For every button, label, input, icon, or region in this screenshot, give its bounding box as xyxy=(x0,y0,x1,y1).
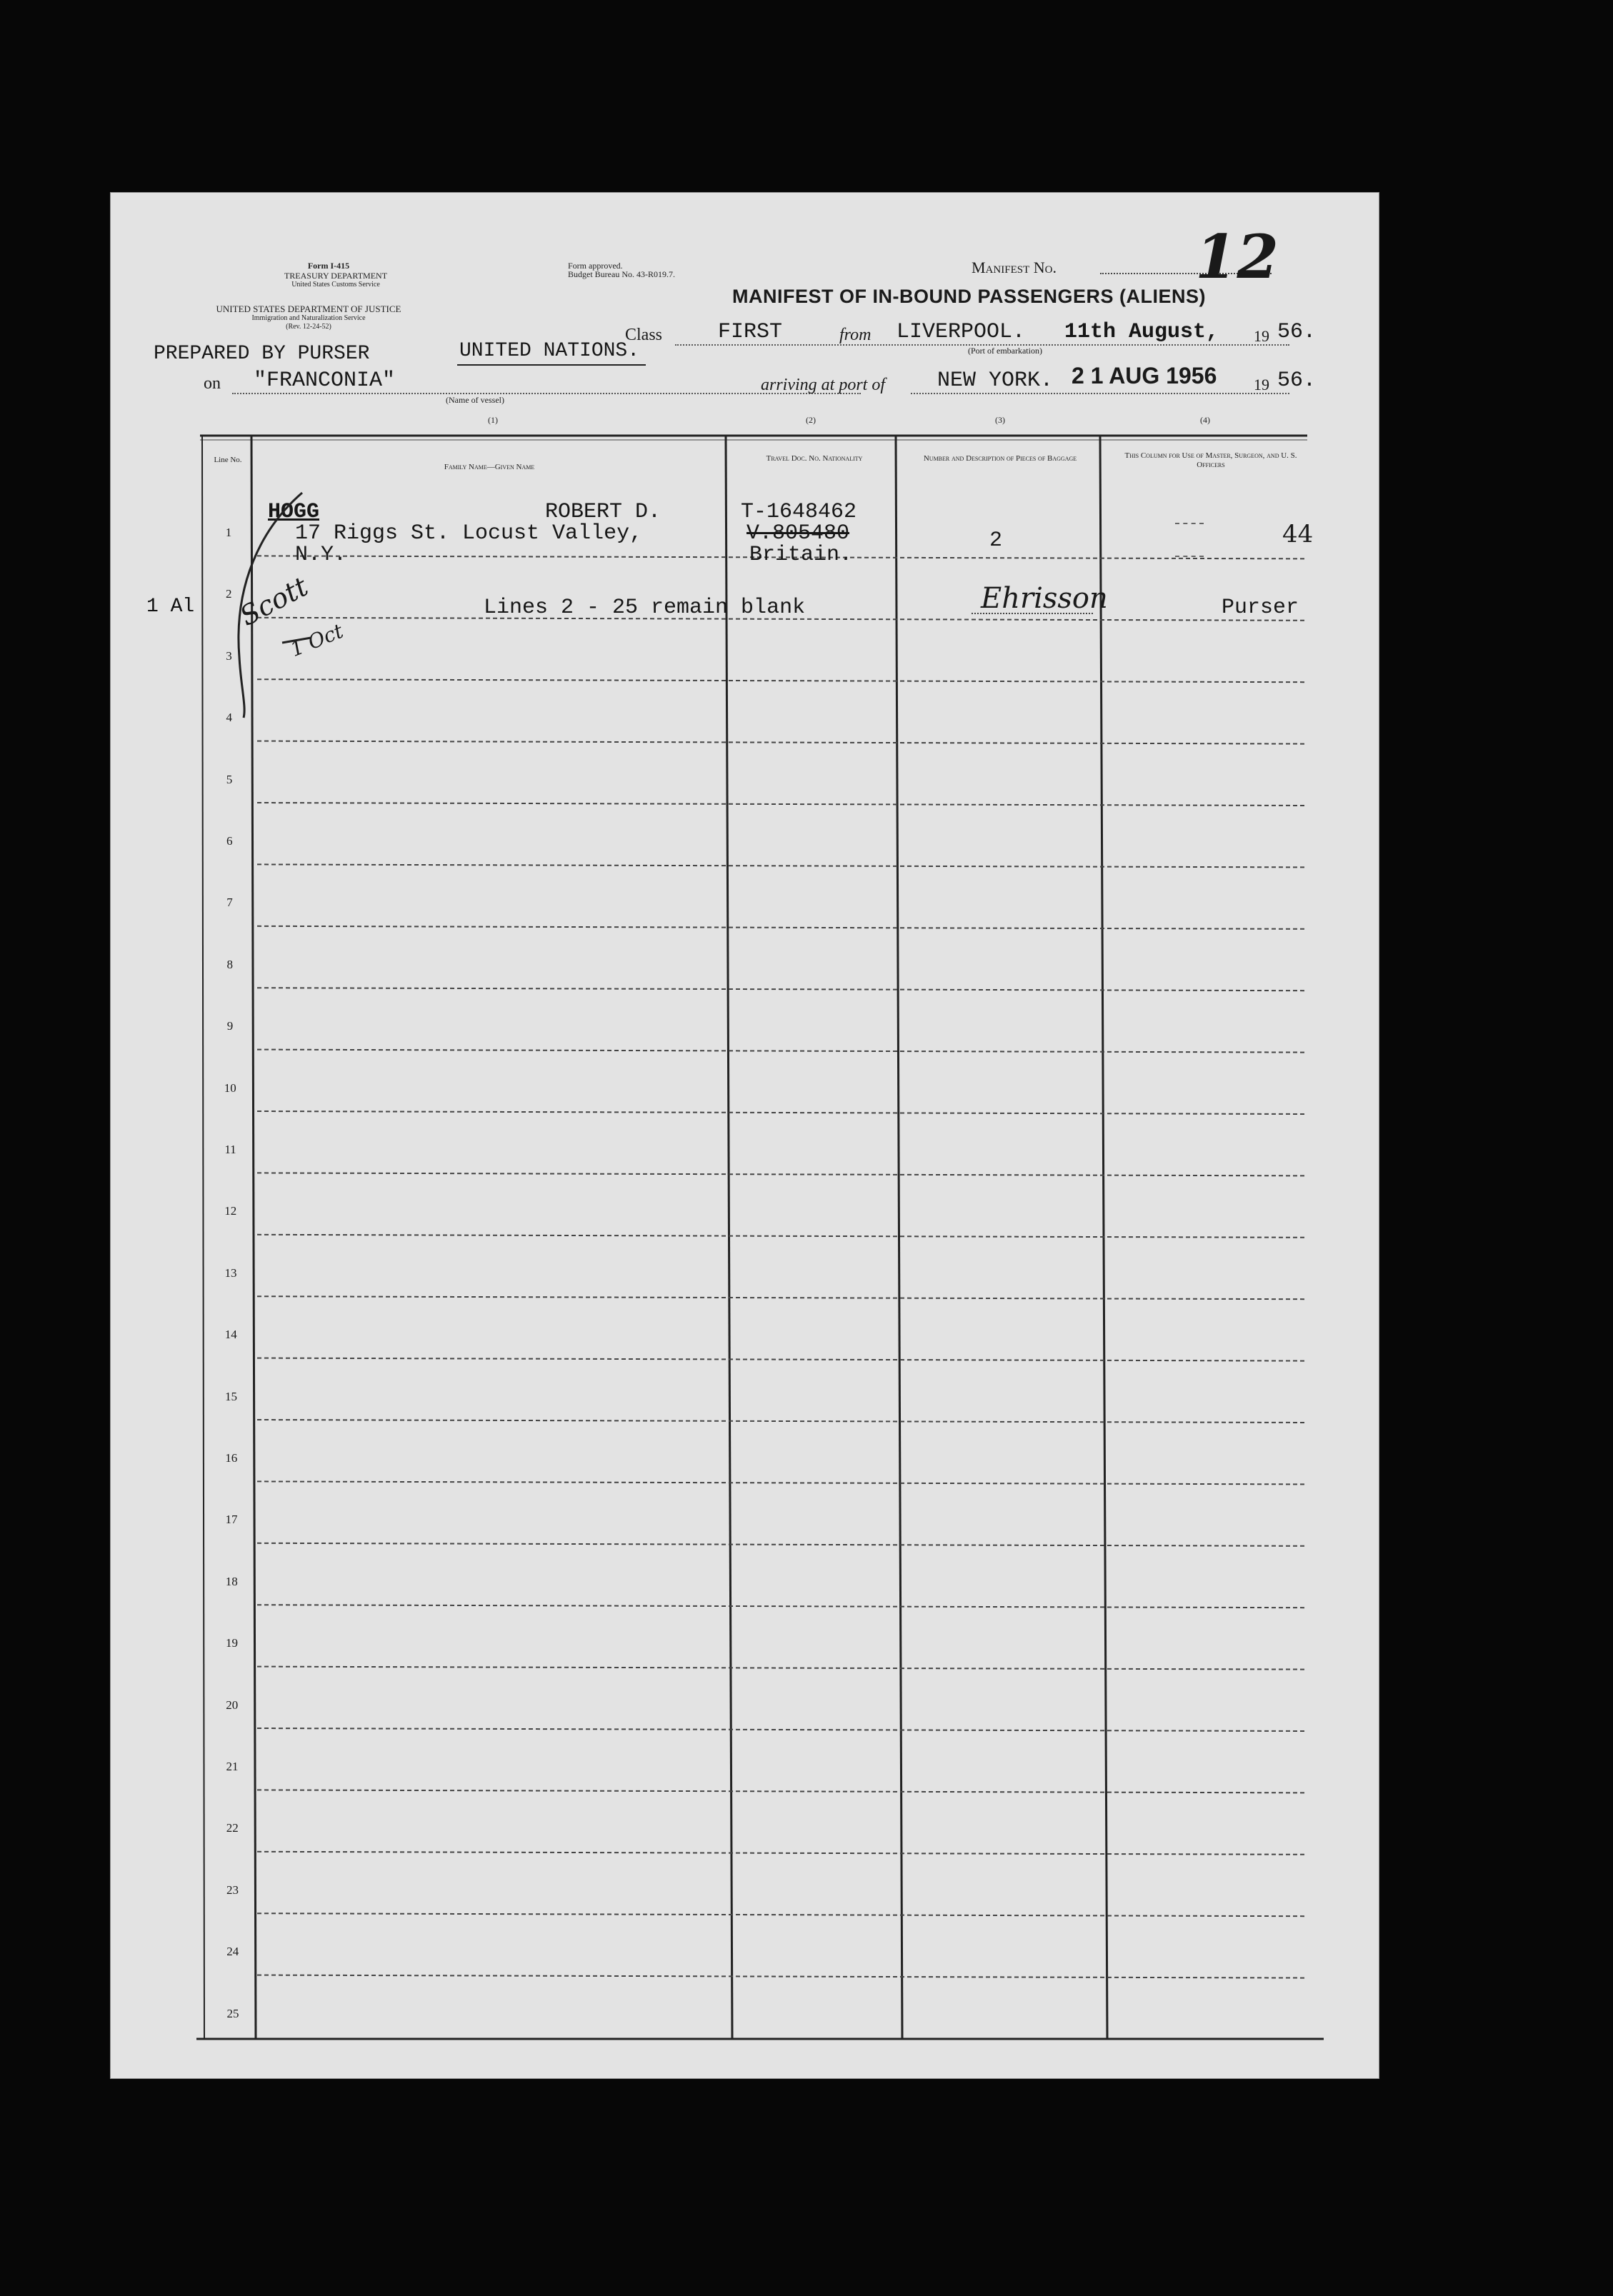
row-number: 13 xyxy=(224,1265,237,1280)
row-number: 2 xyxy=(226,587,232,601)
row-number: 7 xyxy=(226,896,233,910)
revision: (Rev. 12-24-52) xyxy=(286,323,331,331)
united-nations: UNITED NATIONS. xyxy=(459,340,640,362)
ins-service: Immigration and Naturalization Service xyxy=(251,314,366,322)
row-number: 8 xyxy=(226,957,233,971)
travel-doc-number: T-1648462 xyxy=(741,500,857,524)
year-value-1: 56. xyxy=(1277,320,1317,344)
row-number: 10 xyxy=(224,1081,236,1095)
officer-note: 44 xyxy=(1282,520,1314,548)
class-value: FIRST xyxy=(718,320,783,344)
arriving-label: arriving at port of xyxy=(761,376,886,394)
margin-note: 1 Al xyxy=(146,596,195,618)
row-number: 11 xyxy=(224,1143,236,1156)
baggage-count: 2 xyxy=(989,528,1003,553)
handwritten-date: 1 Oct xyxy=(286,618,347,662)
row-divider xyxy=(257,1050,1307,1053)
header-baggage: Number and Description of Pieces of Baggage xyxy=(923,454,1077,463)
row-divider xyxy=(257,1173,1307,1175)
row-number: 4 xyxy=(226,711,232,725)
row-number: 3 xyxy=(226,648,232,663)
signer-title: Purser xyxy=(1222,596,1299,620)
row-number: 18 xyxy=(225,1574,238,1588)
form-number: Form I-415 xyxy=(307,261,350,271)
header-officers: This Column for Use of Master, Surgeon, and U. S. Officers xyxy=(1124,451,1297,469)
row-divider xyxy=(257,1913,1307,1916)
row-number: 19 xyxy=(226,1636,238,1650)
handwritten-initials: Scott xyxy=(234,570,314,633)
row-divider xyxy=(257,1975,1307,1978)
arrival-date-stamp: 2 1 AUG 1956 xyxy=(1072,363,1217,388)
vessel-name: "FRANCONIA" xyxy=(254,369,396,393)
class-label: Class xyxy=(625,326,663,344)
vessel-caption: (Name of vessel) xyxy=(446,395,504,405)
justice-dept: UNITED STATES DEPARTMENT OF JUSTICE xyxy=(216,304,401,314)
row-number: 15 xyxy=(225,1389,237,1403)
row-divider xyxy=(257,1605,1307,1608)
manifest-no-label: Manifest No. xyxy=(972,259,1057,276)
treasury-dept: TREASURY DEPARTMENT xyxy=(284,271,388,281)
row-divider xyxy=(257,1543,1307,1546)
row-number: 21 xyxy=(226,1760,239,1773)
header-travel-doc: Travel Doc. No. Nationality xyxy=(766,454,863,463)
row-divider xyxy=(257,1728,1307,1731)
blank-lines-remark: Lines 2 - 25 remain blank xyxy=(484,596,806,620)
year-prefix-1: 19 xyxy=(1254,327,1269,345)
year-prefix-2: 19 xyxy=(1254,376,1269,393)
manifest-number: 12 xyxy=(1195,221,1279,292)
row-number: 22 xyxy=(226,1821,239,1835)
handwritten-bracket xyxy=(218,478,311,721)
signature-dotline xyxy=(972,613,1093,614)
customs-service: United States Customs Service xyxy=(291,281,380,289)
row-divider xyxy=(257,1296,1307,1299)
on-label: on xyxy=(204,374,221,393)
col-num-4: (4) xyxy=(1200,415,1210,425)
row-number: 24 xyxy=(226,1945,239,1959)
budget-bureau: Budget Bureau No. 43-R019.7. xyxy=(568,269,675,279)
row-divider xyxy=(257,741,1307,744)
row-divider xyxy=(257,988,1307,991)
travel-doc-struck: V.805480 xyxy=(746,521,850,546)
row-number: 1 xyxy=(225,526,232,539)
row-number: 23 xyxy=(226,1883,239,1897)
prepared-by: PREPARED BY PURSER xyxy=(154,343,370,365)
row-divider xyxy=(257,1111,1307,1114)
manifest-title: MANIFEST OF IN-BOUND PASSENGERS (ALIENS) xyxy=(732,286,1207,307)
officer-dashes xyxy=(1175,523,1204,524)
row-divider xyxy=(257,803,1307,806)
row-divider xyxy=(257,1852,1307,1855)
row-divider xyxy=(257,1481,1307,1484)
row-divider xyxy=(257,926,1307,929)
row-number: 20 xyxy=(226,1698,239,1712)
from-label: from xyxy=(839,326,872,344)
form-approved: Form approved. xyxy=(568,261,623,271)
passenger-address-1: 17 Riggs St. Locust Valley, xyxy=(295,521,643,546)
row-number: 16 xyxy=(225,1451,238,1465)
col-num-2: (2) xyxy=(806,415,816,425)
row-number: 6 xyxy=(226,834,233,848)
row-number: 25 xyxy=(226,2006,239,2020)
passenger-given-name: ROBERT D. xyxy=(545,500,661,524)
row-divider xyxy=(257,1790,1307,1793)
nationality: Britain. xyxy=(749,543,853,567)
header-line-no: Line No. xyxy=(214,456,242,464)
manifest-table-grid xyxy=(111,193,1379,2078)
row-divider xyxy=(257,1420,1307,1423)
passenger-family-name: HOGG xyxy=(268,500,320,524)
purser-signature: Ehrisson xyxy=(981,582,1108,615)
row-divider xyxy=(257,679,1307,682)
passenger-address-2: N.Y. xyxy=(295,543,347,567)
row-divider xyxy=(257,1667,1307,1670)
row-divider xyxy=(257,1358,1307,1361)
departure-date: 11th August, xyxy=(1064,320,1219,344)
row-number: 5 xyxy=(226,772,233,786)
row-number: 14 xyxy=(224,1328,237,1342)
col-num-3: (3) xyxy=(995,415,1005,425)
col-num-1: (1) xyxy=(488,415,498,425)
row-number: 9 xyxy=(226,1019,234,1033)
officer-dashes xyxy=(1175,556,1204,557)
manifest-page xyxy=(111,193,1379,2078)
arrival-port: NEW YORK. xyxy=(937,369,1054,393)
row-number: 12 xyxy=(224,1204,237,1218)
row-divider xyxy=(257,1235,1307,1238)
row-divider xyxy=(257,864,1307,867)
port-embark-caption: (Port of embarkation) xyxy=(968,346,1042,356)
header-name: Family Name—Given Name xyxy=(444,463,535,471)
year-value-2: 56. xyxy=(1277,369,1317,393)
from-value: LIVERPOOL. xyxy=(897,320,1026,344)
row-number: 17 xyxy=(225,1513,238,1527)
